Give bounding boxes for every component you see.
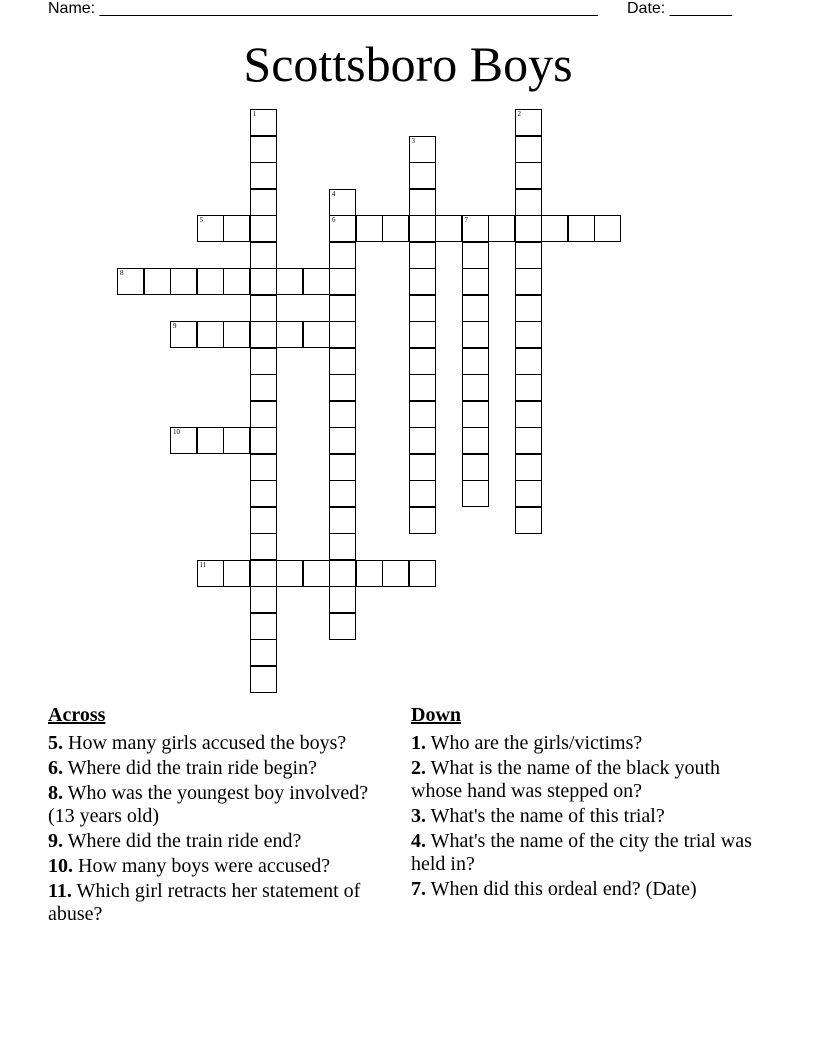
clue-number: 1. (411, 732, 426, 754)
crossword-cell[interactable] (462, 374, 489, 401)
crossword-cell[interactable] (515, 507, 542, 534)
crossword-cell[interactable] (515, 480, 542, 507)
across-heading: Across (48, 704, 106, 726)
across-clue-5 (48, 732, 393, 755)
clue-text: How many girls accused the boys? (63, 732, 347, 754)
crossword-cell[interactable] (568, 215, 595, 242)
crossword-cell[interactable] (250, 401, 277, 428)
crossword-cell[interactable] (329, 242, 356, 269)
crossword-cell[interactable] (515, 162, 542, 189)
crossword-cell[interactable] (197, 215, 224, 242)
crossword-cell[interactable] (515, 189, 542, 216)
crossword-cell[interactable] (197, 560, 224, 587)
crossword-cell[interactable] (382, 560, 409, 587)
crossword-cell[interactable] (541, 215, 568, 242)
crossword-cell[interactable] (329, 348, 356, 375)
crossword-cell[interactable] (250, 560, 277, 587)
crossword-cell[interactable] (382, 215, 409, 242)
crossword-cell[interactable] (250, 348, 277, 375)
crossword-cell[interactable] (462, 268, 489, 295)
cell-number: 1 (252, 110, 256, 118)
crossword-cell[interactable] (515, 348, 542, 375)
crossword-cell[interactable] (170, 268, 197, 295)
cell-number: 6 (332, 216, 336, 224)
crossword-cell[interactable] (329, 295, 356, 322)
crossword-cell[interactable] (329, 374, 356, 401)
crossword-cell[interactable] (462, 480, 489, 507)
crossword-cell[interactable] (462, 454, 489, 481)
across-clue-8 (48, 782, 393, 828)
cell-number: 2 (517, 110, 521, 118)
crossword-cell[interactable] (515, 215, 542, 242)
crossword-cell[interactable] (250, 586, 277, 613)
crossword-cell[interactable] (250, 109, 277, 136)
crossword-cell[interactable] (409, 348, 436, 375)
crossword-cell[interactable] (515, 374, 542, 401)
crossword-cell[interactable] (250, 242, 277, 269)
down-clue-3 (411, 805, 756, 828)
crossword-cell[interactable] (462, 321, 489, 348)
crossword-cell[interactable] (329, 560, 356, 587)
clue-text: Where did the train ride end? (63, 830, 302, 852)
crossword-cell[interactable] (250, 613, 277, 640)
crossword-cell[interactable] (250, 427, 277, 454)
crossword-cell[interactable] (409, 401, 436, 428)
clue-number: 9. (48, 830, 63, 852)
down-clue-4 (411, 830, 756, 876)
clue-text: When did this ordeal end? (Date) (426, 878, 697, 900)
crossword-cell[interactable] (409, 189, 436, 216)
crossword-cell[interactable] (435, 215, 462, 242)
crossword-cell[interactable] (515, 136, 542, 163)
crossword-cell[interactable] (276, 268, 303, 295)
clue-number: 7. (411, 878, 426, 900)
crossword-cell[interactable] (250, 374, 277, 401)
crossword-cell[interactable] (223, 560, 250, 587)
crossword-cell[interactable] (409, 268, 436, 295)
crossword-cell[interactable] (409, 480, 436, 507)
across-clue-11 (48, 880, 393, 926)
across-clue-10 (48, 855, 393, 878)
crossword-cell[interactable] (594, 215, 621, 242)
clue-text: Who are the girls/victims? (426, 732, 643, 754)
crossword-cell[interactable] (250, 321, 277, 348)
down-clue-2 (411, 757, 756, 803)
crossword-cell[interactable] (356, 215, 383, 242)
crossword-cell[interactable] (462, 242, 489, 269)
crossword-cell[interactable] (197, 427, 224, 454)
crossword-cell[interactable] (170, 427, 197, 454)
crossword-cell[interactable] (329, 480, 356, 507)
crossword-cell[interactable] (329, 427, 356, 454)
crossword-cell[interactable] (144, 268, 171, 295)
crossword-cell[interactable] (303, 268, 330, 295)
clue-number: 8. (48, 782, 63, 804)
crossword-cell[interactable] (515, 295, 542, 322)
crossword-cell[interactable] (409, 427, 436, 454)
crossword-cell[interactable] (329, 533, 356, 560)
crossword-cell[interactable] (462, 295, 489, 322)
crossword-cell[interactable] (250, 666, 277, 693)
crossword-cell[interactable] (329, 613, 356, 640)
clue-number: 6. (48, 757, 63, 779)
crossword-cell[interactable] (356, 560, 383, 587)
crossword-cell[interactable] (303, 321, 330, 348)
crossword-cell[interactable] (250, 454, 277, 481)
cell-number: 4 (332, 189, 336, 198)
crossword-cell[interactable] (250, 480, 277, 507)
crossword-cell[interactable] (462, 348, 489, 375)
crossword-cell[interactable] (409, 507, 436, 534)
crossword-cell[interactable] (409, 295, 436, 322)
crossword-cell[interactable] (250, 268, 277, 295)
crossword-cell[interactable] (409, 374, 436, 401)
clue-number: 2. (411, 757, 426, 779)
crossword-cell[interactable] (515, 109, 542, 136)
crossword-cell[interactable] (515, 321, 542, 348)
crossword-cell[interactable] (250, 189, 277, 216)
clue-text: What's the name of the city the trial was held in? (411, 830, 752, 875)
clue-text: Where did the train ride begin? (63, 757, 317, 779)
name-field-label[interactable]: Name: ________________________________________________________ (48, 0, 598, 17)
crossword-cell[interactable] (409, 215, 436, 242)
crossword-cell[interactable] (197, 321, 224, 348)
across-clue-9 (48, 830, 393, 853)
clue-text: Who was the youngest boy involved? (13 years old) (48, 782, 369, 827)
crossword-cell[interactable] (409, 560, 436, 587)
crossword-cell[interactable] (329, 454, 356, 481)
crossword-cell[interactable] (223, 321, 250, 348)
crossword-cell[interactable] (329, 189, 356, 216)
crossword-cell[interactable] (488, 215, 515, 242)
cell-number: 8 (120, 269, 124, 277)
clue-number: 11. (48, 880, 72, 902)
cell-number: 3 (411, 136, 415, 145)
crossword-cell[interactable] (197, 268, 224, 295)
crossword-cell[interactable] (409, 454, 436, 481)
crossword-cell[interactable] (250, 639, 277, 666)
crossword-cell[interactable] (462, 401, 489, 428)
date-field-label[interactable]: Date: _______ (627, 0, 732, 17)
clue-text: What is the name of the black youth whose hand was stepped on? (411, 757, 720, 802)
clue-number: 4. (411, 830, 426, 852)
crossword-cell[interactable] (223, 268, 250, 295)
down-clue-7 (411, 878, 756, 901)
clue-text: What's the name of this trial? (426, 805, 665, 827)
down-clues (411, 703, 756, 903)
crossword-cell[interactable] (250, 215, 277, 242)
cell-number: 10 (173, 428, 180, 436)
crossword-cell[interactable] (409, 136, 436, 163)
crossword-cell[interactable] (250, 136, 277, 163)
crossword-cell[interactable] (329, 321, 356, 348)
crossword-cell[interactable] (329, 586, 356, 613)
down-heading: Down (411, 704, 462, 726)
clue-number: 10. (48, 855, 73, 877)
crossword-cell[interactable] (515, 268, 542, 295)
clue-text: Which girl retracts her statement of abuse? (48, 880, 361, 925)
crossword-cell[interactable] (276, 560, 303, 587)
crossword-cell[interactable] (250, 507, 277, 534)
cell-number: 5 (199, 216, 203, 224)
crossword-cell[interactable] (223, 427, 250, 454)
clue-number: 5. (48, 732, 63, 754)
crossword-cell[interactable] (250, 533, 277, 560)
crossword-cell[interactable] (515, 454, 542, 481)
across-clues (48, 703, 393, 928)
crossword-cell[interactable] (117, 268, 144, 295)
crossword-cell[interactable] (250, 295, 277, 322)
crossword-cell[interactable] (170, 321, 197, 348)
crossword-cell[interactable] (515, 427, 542, 454)
crossword-cell[interactable] (276, 321, 303, 348)
crossword-cell[interactable] (329, 268, 356, 295)
crossword-cell[interactable] (303, 560, 330, 587)
crossword-cell[interactable] (329, 215, 356, 242)
crossword-cell[interactable] (329, 507, 356, 534)
crossword-cell[interactable] (409, 321, 436, 348)
crossword-cell[interactable] (409, 162, 436, 189)
crossword-cell[interactable] (329, 401, 356, 428)
crossword-cell[interactable] (223, 215, 250, 242)
cell-number: 9 (173, 322, 177, 330)
crossword-cell[interactable] (250, 162, 277, 189)
down-clue-1 (411, 732, 756, 755)
cell-number: 7 (464, 216, 468, 224)
cell-number: 11 (199, 560, 207, 569)
across-clue-6 (48, 757, 393, 780)
crossword-cell[interactable] (409, 242, 436, 269)
crossword-cell[interactable] (515, 401, 542, 428)
clue-text: How many boys were accused? (73, 855, 331, 877)
page-title: Scottsboro Boys (243, 36, 573, 92)
crossword-cell[interactable] (462, 215, 489, 242)
clue-number: 3. (411, 805, 426, 827)
crossword-cell[interactable] (515, 242, 542, 269)
crossword-cell[interactable] (462, 427, 489, 454)
